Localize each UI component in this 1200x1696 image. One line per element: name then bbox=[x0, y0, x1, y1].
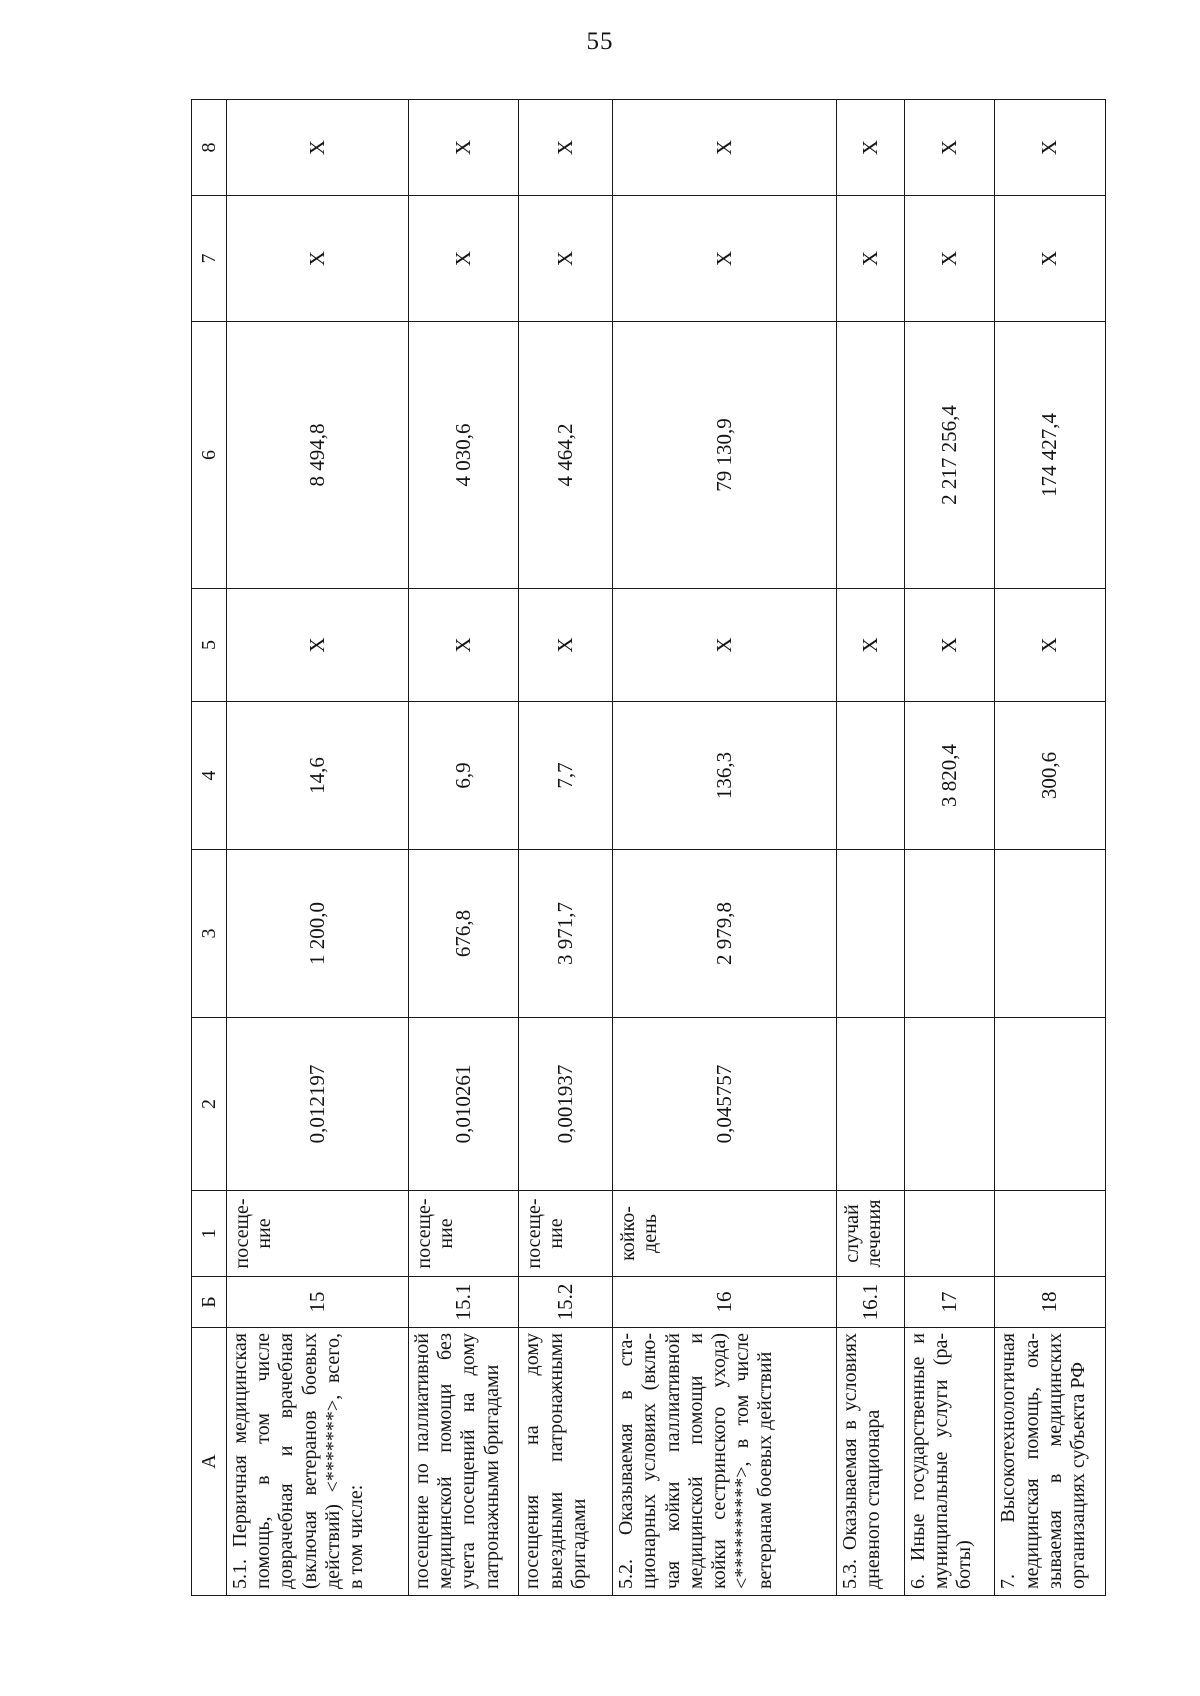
row-description: посещение по паллиативной медицинской помощи без учета посещений на дому патронажными бригадами bbox=[409, 1328, 519, 1596]
header-row bbox=[192, 100, 227, 1596]
row-description: 5.1. Первичная медицинская помощь, в том числе доврачебная и врачебная (включая ветеранов боевых действий) <*******>, всего, в том числе: bbox=[227, 1328, 409, 1596]
header-cell: 3 bbox=[192, 850, 227, 1018]
unit-cell: койко-день bbox=[613, 1191, 836, 1277]
value-cell-4: 6,9 bbox=[409, 702, 519, 850]
value-cell-6: 4 464,2 bbox=[519, 322, 613, 589]
value-cell-7: Х bbox=[409, 196, 519, 322]
data-table bbox=[191, 99, 1106, 1596]
row-code: 15 bbox=[227, 1277, 409, 1328]
value-cell-3 bbox=[995, 850, 1106, 1018]
header-cell: 8 bbox=[192, 100, 227, 196]
header-cell: 7 bbox=[192, 196, 227, 322]
row-description: посещения на дому выездными патронажными бригадами bbox=[519, 1328, 613, 1596]
unit-cell: случай лечения bbox=[836, 1191, 904, 1277]
value-cell-3: 1 200,0 bbox=[227, 850, 409, 1018]
header-cell: 1 bbox=[192, 1191, 227, 1277]
value-cell-4: 136,3 bbox=[613, 702, 836, 850]
row-description: 7. Высокотехнологичная медицинская помощь, ока-зываемая в медицинских организациях субъекта РФ bbox=[995, 1328, 1106, 1596]
row-description: 6. Иные государственные и муниципальные услуги (ра-боты) bbox=[904, 1328, 994, 1596]
value-cell-4: 14,6 bbox=[227, 702, 409, 850]
value-cell-5: Х bbox=[613, 589, 836, 702]
value-cell-6: 8 494,8 bbox=[227, 322, 409, 589]
row-code: 16.1 bbox=[836, 1277, 904, 1328]
table-row bbox=[519, 100, 613, 1596]
row-description: 5.2. Оказываемая в ста-ционарных условиях (вклю-чая койки паллиативной медицинской помощи и койки сестринского ухода) <**********>, в том числе ветеранам боевых действий bbox=[613, 1328, 836, 1596]
value-cell-8: Х bbox=[227, 100, 409, 196]
value-cell-4: 3 820,4 bbox=[904, 702, 994, 850]
table-row bbox=[409, 100, 519, 1596]
page-number: 55 bbox=[586, 28, 614, 55]
value-cell-3: 3 971,7 bbox=[519, 850, 613, 1018]
value-cell-2 bbox=[904, 1018, 994, 1191]
row-description: 5.3. Оказываемая в условиях дневного стационара bbox=[836, 1328, 904, 1596]
value-cell-5: Х bbox=[227, 589, 409, 702]
value-cell-2 bbox=[836, 1018, 904, 1191]
header-cell: 5 bbox=[192, 589, 227, 702]
value-cell-5: Х bbox=[409, 589, 519, 702]
value-cell-6: 174 427,4 bbox=[995, 322, 1106, 589]
value-cell-5: Х bbox=[836, 589, 904, 702]
table-row bbox=[995, 100, 1106, 1596]
value-cell-6: 79 130,9 bbox=[613, 322, 836, 589]
value-cell-6: 2 217 256,4 bbox=[904, 322, 994, 589]
header-cell: 4 bbox=[192, 702, 227, 850]
value-cell-7: Х bbox=[613, 196, 836, 322]
value-cell-3 bbox=[904, 850, 994, 1018]
value-cell-8: Х bbox=[613, 100, 836, 196]
unit-cell bbox=[995, 1191, 1106, 1277]
value-cell-4: 300,6 bbox=[995, 702, 1106, 850]
header-cell: Б bbox=[192, 1277, 227, 1328]
table-row bbox=[613, 100, 836, 1596]
table-row bbox=[904, 100, 994, 1596]
value-cell-7: Х bbox=[836, 196, 904, 322]
value-cell-5: Х bbox=[904, 589, 994, 702]
header-cell: А bbox=[192, 1328, 227, 1596]
value-cell-2: 0,045757 bbox=[613, 1018, 836, 1191]
unit-cell bbox=[904, 1191, 994, 1277]
value-cell-8: Х bbox=[904, 100, 994, 196]
row-code: 18 bbox=[995, 1277, 1106, 1328]
value-cell-5: Х bbox=[519, 589, 613, 702]
table-row bbox=[836, 100, 904, 1596]
value-cell-4: 7,7 bbox=[519, 702, 613, 850]
header-cell: 6 bbox=[192, 322, 227, 589]
row-code: 17 bbox=[904, 1277, 994, 1328]
table-row bbox=[227, 100, 409, 1596]
header-cell: 2 bbox=[192, 1018, 227, 1191]
value-cell-7: Х bbox=[227, 196, 409, 322]
value-cell-2: 0,001937 bbox=[519, 1018, 613, 1191]
row-code: 15.2 bbox=[519, 1277, 613, 1328]
row-code: 16 bbox=[613, 1277, 836, 1328]
unit-cell: посеще-ние bbox=[227, 1191, 409, 1277]
value-cell-6: 4 030,6 bbox=[409, 322, 519, 589]
unit-cell: посеще-ние bbox=[409, 1191, 519, 1277]
value-cell-2 bbox=[995, 1018, 1106, 1191]
value-cell-3: 676,8 bbox=[409, 850, 519, 1018]
row-code: 15.1 bbox=[409, 1277, 519, 1328]
value-cell-2: 0,010261 bbox=[409, 1018, 519, 1191]
value-cell-7: Х bbox=[519, 196, 613, 322]
value-cell-8: Х bbox=[995, 100, 1106, 196]
value-cell-2: 0,012197 bbox=[227, 1018, 409, 1191]
unit-cell: посеще-ние bbox=[519, 1191, 613, 1277]
value-cell-3 bbox=[836, 850, 904, 1018]
value-cell-4 bbox=[836, 702, 904, 850]
value-cell-8: Х bbox=[836, 100, 904, 196]
value-cell-8: Х bbox=[409, 100, 519, 196]
value-cell-8: Х bbox=[519, 100, 613, 196]
value-cell-7: Х bbox=[904, 196, 994, 322]
value-cell-6 bbox=[836, 322, 904, 589]
value-cell-3: 2 979,8 bbox=[613, 850, 836, 1018]
value-cell-7: Х bbox=[995, 196, 1106, 322]
rotated-table-container bbox=[191, 100, 1106, 1596]
value-cell-5: Х bbox=[995, 589, 1106, 702]
